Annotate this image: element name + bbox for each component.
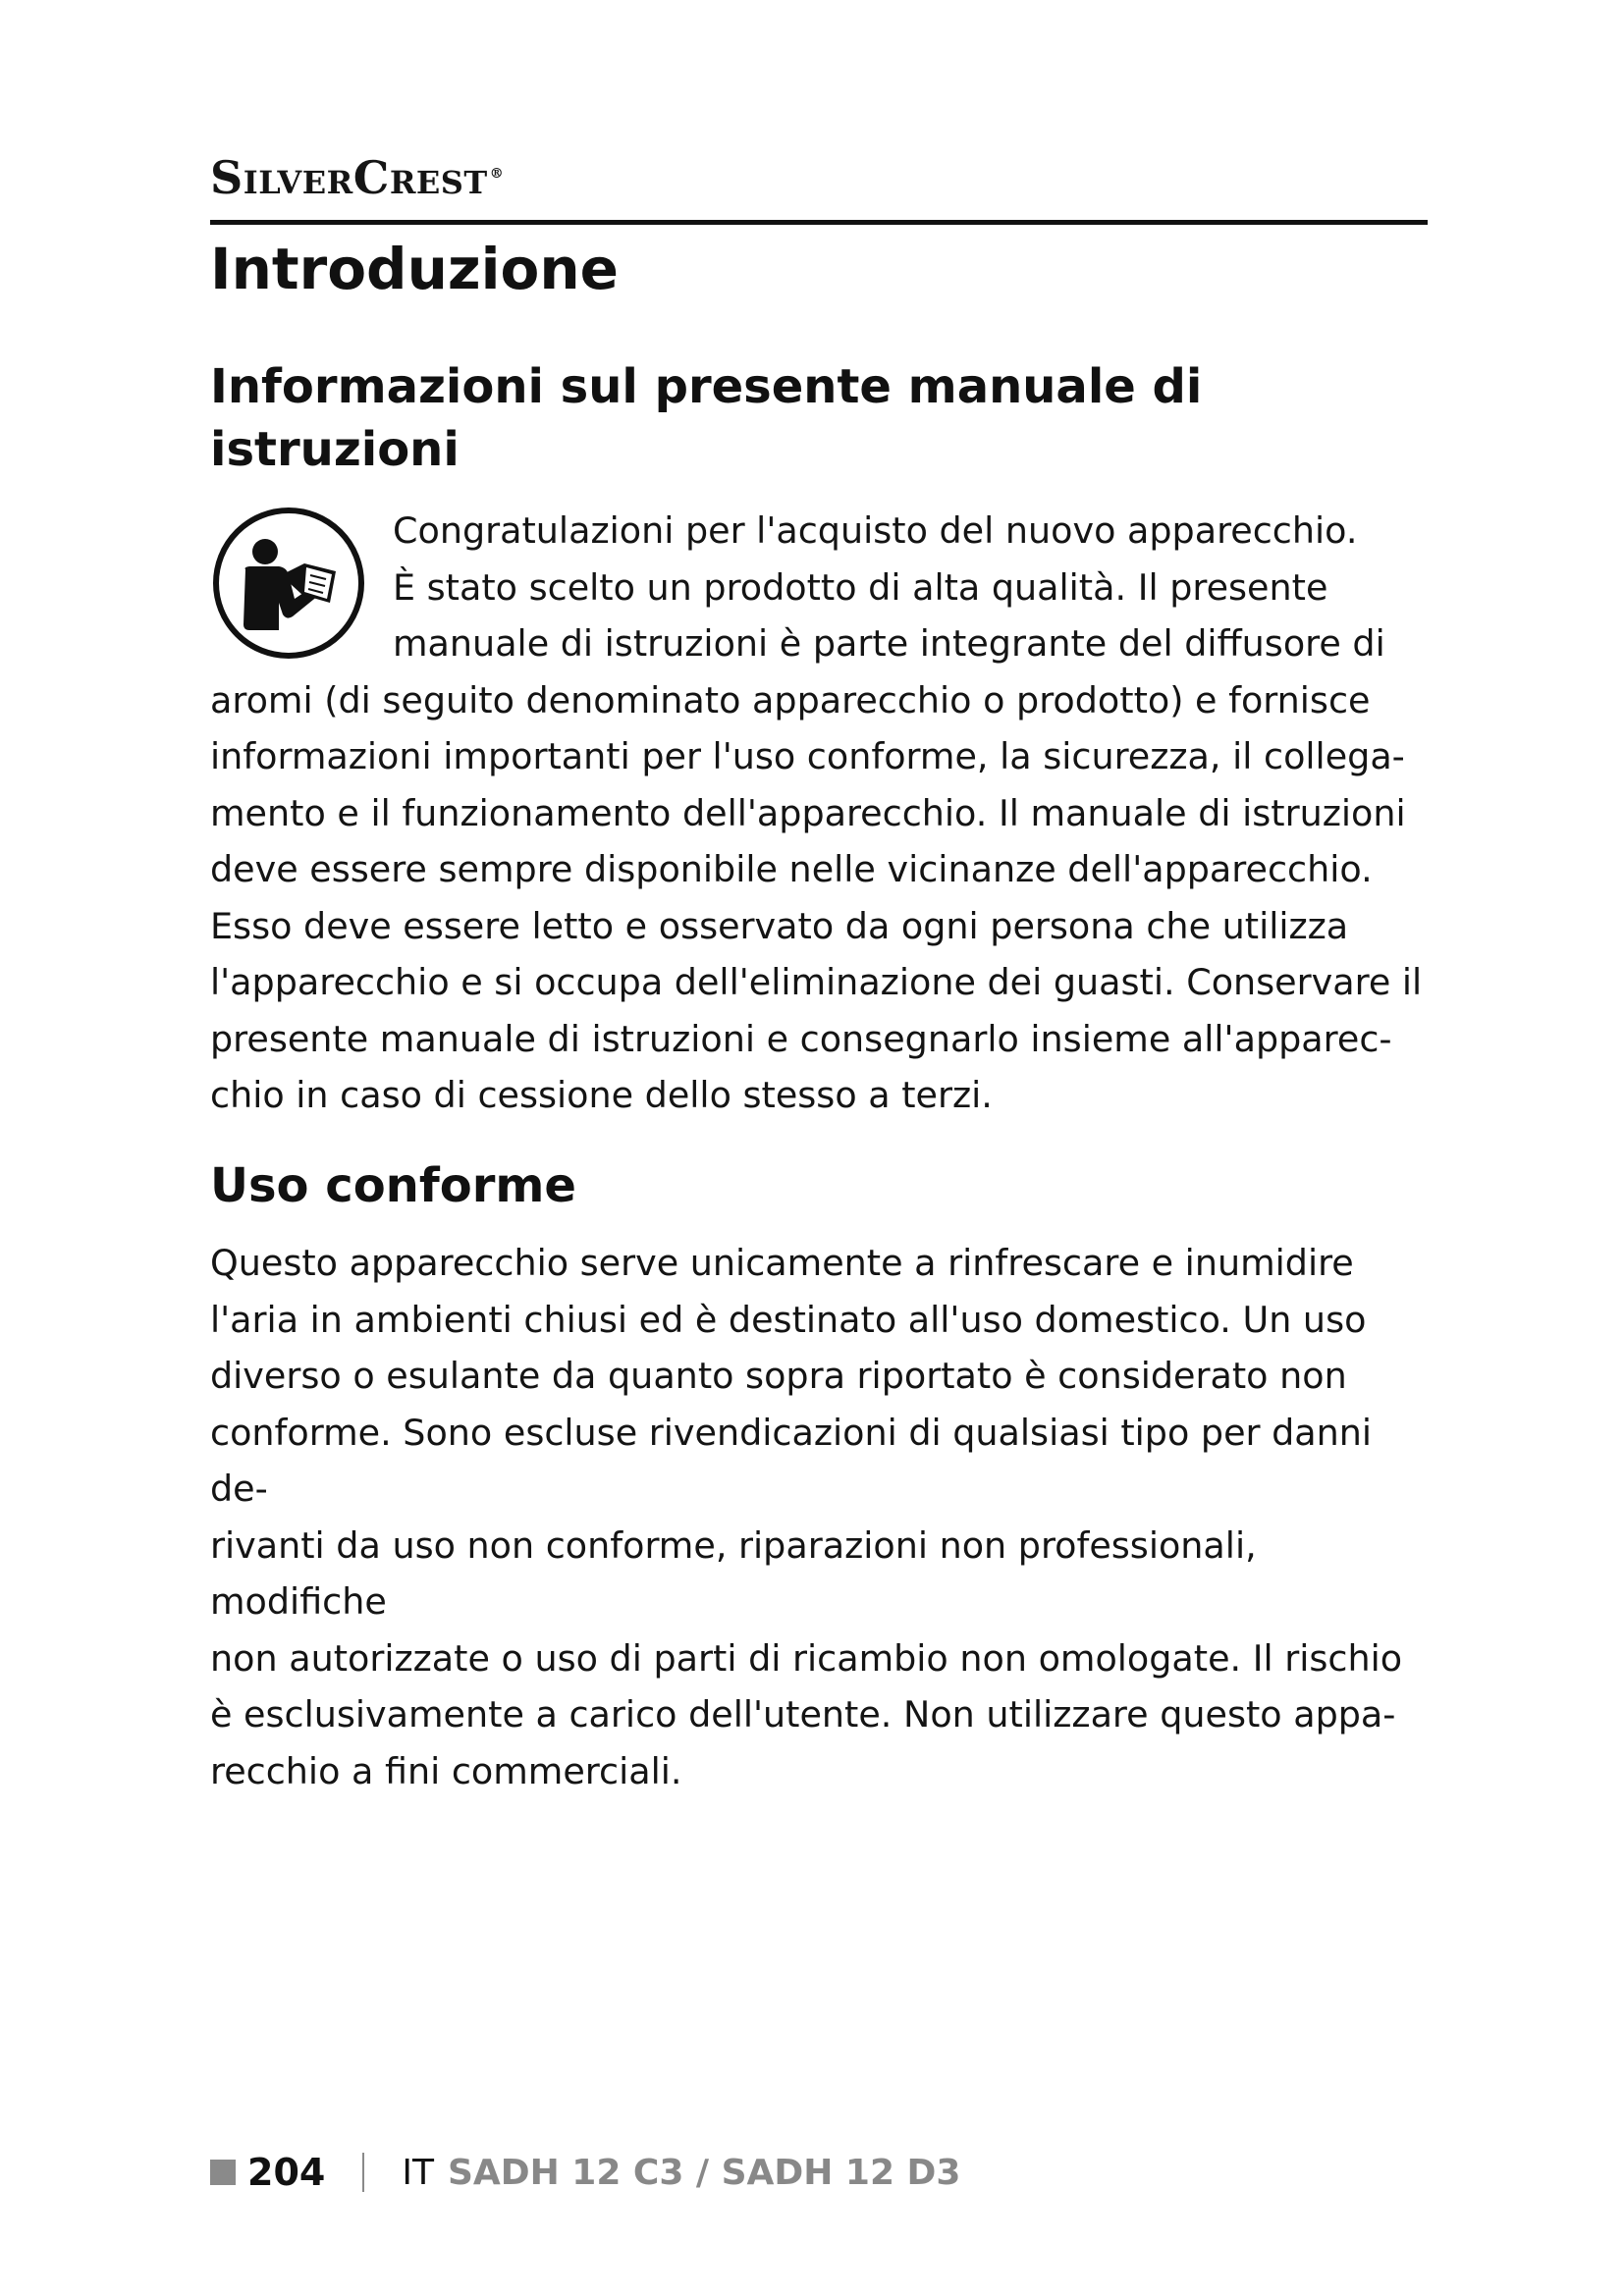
header-rule <box>210 220 1428 225</box>
read-manual-icon <box>210 505 367 662</box>
intended-use-paragraph: Questo apparecchio serve unicamente a rinfrescare e inumidire l'aria in ambienti chiusi ed è destinato all'uso domestico. Un uso diverso o esulante da quanto sopra riportato è considerato non conforme. Sono escluse rivendicazioni di qualsiasi tipo per danni de- rivanti da uso non conforme, riparazioni non professionali, modifiche non autorizzate o uso di parti di ricambio non omologate. Il rischio è esclusivamente a carico dell'utente. Non utilizzare questo appa- recchio a fini commerciali. <box>210 1242 1403 1792</box>
section-heading-intended-use: Uso conforme <box>210 1158 576 1213</box>
section-heading-manual-info: Informazioni sul presente manuale di istruzioni <box>210 359 1203 477</box>
language-code: IT <box>402 2152 434 2193</box>
footer-square-marker <box>210 2160 236 2185</box>
page-number: 204 <box>247 2151 326 2194</box>
manual-page <box>210 0 1428 2296</box>
section-manual-info <box>210 503 1428 1124</box>
model-number: SADH 12 C3 / SADH 12 D3 <box>447 2152 961 2193</box>
brand-name: SilverCrest <box>210 151 488 204</box>
page-footer <box>210 2148 960 2197</box>
brand-registered-mark: ® <box>489 165 505 182</box>
brand-logo <box>210 151 505 204</box>
page-title: Introduzione <box>210 236 619 302</box>
manual-info-paragraph: Congratulazioni per l'acquisto del nuovo apparecchio. È stato scelto un prodotto di alta qualità. Il presente manuale di istruzioni è parte integrante del diffusore di aromi (di seguito denominato apparecchio o prodotto) e fornisce informazioni importanti per l'uso conforme, la sicurezza, il collega- mento e il funzionamento dell'apparecchio. Il manuale di istruzioni deve essere sempre disponibile nelle vicinanze dell'apparecchio. Esso deve essere letto e osservato da ogni persona che utilizza l'apparecchio e si occupa dell'eliminazione dei guasti. Conservare il presente manuale di istruzioni e consegnarlo insieme all'apparec- chio in caso di cessione dello stesso a terzi. <box>210 509 1423 1116</box>
footer-divider <box>362 2153 364 2192</box>
